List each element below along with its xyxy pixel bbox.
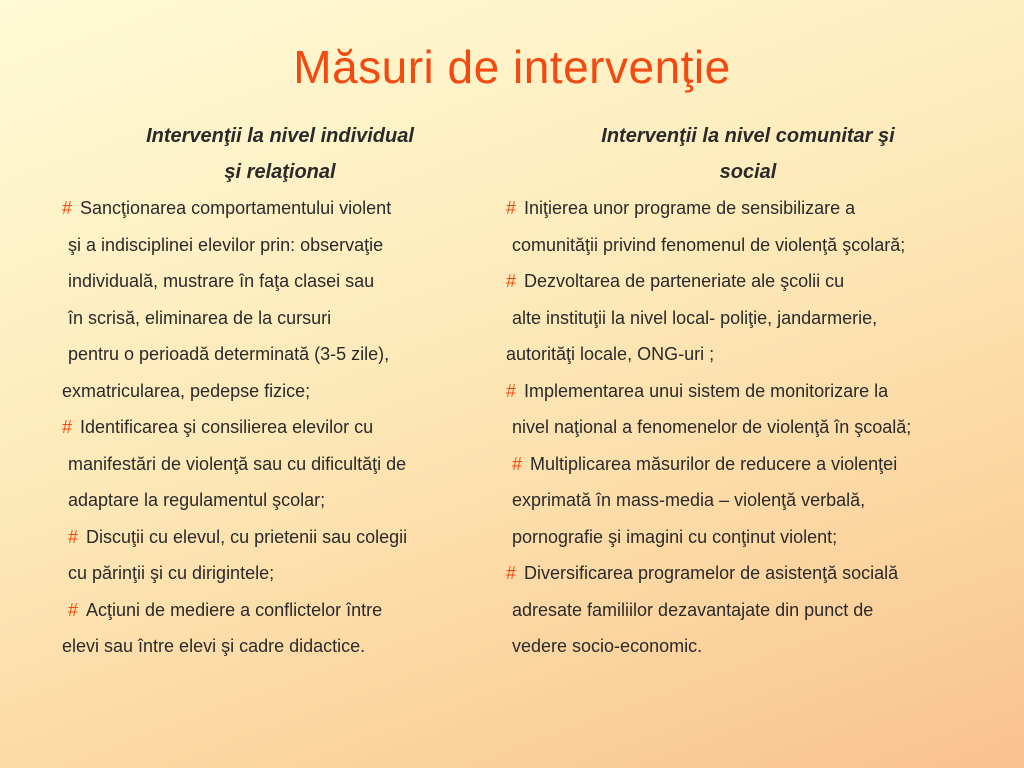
- measure-text: pentru o perioadă determinată (3-5 zile),: [68, 344, 390, 364]
- measure-line: [498, 263, 998, 300]
- measure-text: individuală, mustrare în faţa clasei sau: [68, 271, 375, 291]
- measure-text: Multiplicarea măsurilor de reducere a violenţei: [530, 453, 898, 474]
- hash-bullet: #: [68, 526, 79, 547]
- measure-text: Iniţierea unor programe de sensibilizare a: [524, 198, 856, 218]
- measure-text: Acţiuni de mediere a conflictelor între: [86, 599, 383, 620]
- hash-bullet: #: [506, 563, 517, 583]
- measure-text: vedere socio-economic.: [512, 636, 703, 656]
- measure-line: [62, 628, 498, 665]
- measure-text: în scrisă, eliminarea de la cursuri: [68, 307, 332, 328]
- measure-text: Identificarea şi consilierea elevilor cu: [80, 417, 374, 437]
- measure-line: [62, 263, 498, 300]
- measure-line: [62, 190, 498, 227]
- measure-line: [62, 227, 498, 264]
- measure-line: [62, 482, 498, 519]
- measure-line: [498, 446, 998, 483]
- community-measures-list: [498, 190, 998, 665]
- measure-text: Sancţionarea comportamentului violent: [80, 198, 392, 218]
- measure-line: [498, 336, 998, 373]
- measure-text: comunităţii privind fenomenul de violenţă şcolară;: [512, 234, 906, 255]
- measure-line: [62, 409, 498, 446]
- hash-bullet: #: [506, 380, 517, 401]
- measure-line: [498, 482, 998, 519]
- measure-line: [62, 373, 498, 410]
- individual-measures-list: [62, 190, 498, 665]
- heading-line: Intervenţii la nivel comunitar şi: [601, 125, 895, 147]
- measure-line: [498, 300, 998, 337]
- individual-column-heading: [62, 118, 498, 190]
- measure-text: cu părinţii şi cu dirigintele;: [68, 563, 275, 583]
- measure-line: [498, 409, 998, 446]
- measure-line: [62, 555, 498, 592]
- measure-text: şi a indisciplinei elevilor prin: observaţie: [68, 234, 384, 255]
- measure-line: [498, 190, 998, 227]
- hash-bullet: #: [506, 198, 517, 218]
- measure-text: adresate familiilor dezavantajate din punct de: [512, 599, 874, 620]
- hash-bullet: #: [62, 198, 73, 218]
- heading-line: social: [719, 161, 777, 183]
- individual-interventions-column: [62, 118, 498, 665]
- measure-line: [498, 628, 998, 665]
- measure-text: elevi sau între elevi şi cadre didactice.: [62, 636, 366, 656]
- measure-text: exmatricularea, pedepse fizice;: [62, 380, 311, 401]
- measure-text: autorităţi locale, ONG-uri ;: [506, 344, 715, 364]
- hash-bullet: #: [506, 271, 517, 291]
- measure-text: alte instituţii la nivel local- poliţie, jandarmerie,: [512, 307, 878, 328]
- measure-text: Diversificarea programelor de asistenţă socială: [524, 563, 899, 583]
- measure-text: pornografie şi imagini cu conţinut violent;: [512, 526, 838, 547]
- measure-line: [498, 519, 998, 556]
- measure-text: manifestări de violenţă sau cu dificultăţi de: [68, 453, 407, 474]
- measure-line: [498, 555, 998, 592]
- measure-line: [62, 519, 498, 556]
- measure-text: adaptare la regulamentul şcolar;: [68, 490, 326, 510]
- measure-line: [498, 592, 998, 629]
- measure-line: [498, 373, 998, 410]
- measure-text: Implementarea unui sistem de monitorizare la: [524, 380, 889, 401]
- slide-title: Măsuri de intervenţie: [293, 41, 731, 93]
- measure-line: [62, 336, 498, 373]
- measure-text: nivel naţional a fenomenelor de violenţă în şcoală;: [512, 417, 912, 437]
- heading-line: Intervenţii la nivel individual: [146, 125, 414, 147]
- measure-text: exprimată în mass-media – violenţă verbală,: [512, 490, 866, 510]
- community-column-heading: [498, 118, 998, 190]
- measure-line: [498, 227, 998, 264]
- hash-bullet: #: [62, 417, 73, 437]
- hash-bullet: #: [68, 599, 79, 620]
- measure-text: Discuţii cu elevul, cu prietenii sau colegii: [86, 526, 408, 547]
- heading-line: şi relaţional: [224, 161, 336, 183]
- measure-line: [62, 300, 498, 337]
- community-interventions-column: [498, 118, 998, 665]
- measure-line: [62, 592, 498, 629]
- hash-bullet: #: [512, 453, 523, 474]
- measure-line: [62, 446, 498, 483]
- measure-text: Dezvoltarea de parteneriate ale şcolii cu: [524, 271, 845, 291]
